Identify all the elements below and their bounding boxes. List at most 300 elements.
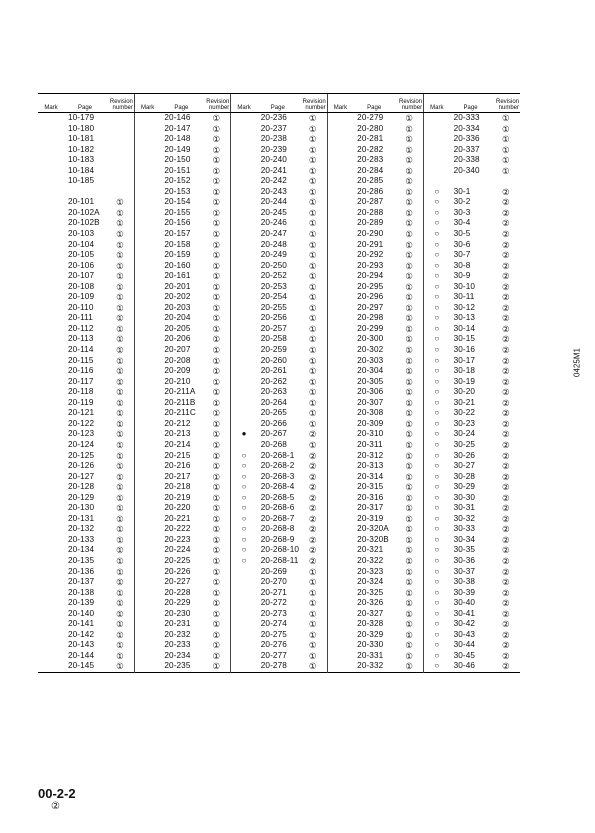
mark-cell xyxy=(38,661,64,672)
mark-cell xyxy=(38,461,64,472)
page-cell: 30-14 xyxy=(453,323,476,333)
revision-cell: ① xyxy=(116,587,124,598)
page-cell: 20-140 xyxy=(68,608,95,618)
revision-cell xyxy=(492,176,520,187)
revision-cell: ① xyxy=(405,545,413,556)
mark-cell xyxy=(327,545,353,556)
mark-cell xyxy=(327,577,353,588)
page-cell: 20-261 xyxy=(260,366,287,376)
mark-cell xyxy=(327,250,353,261)
page-cell: 20-229 xyxy=(164,598,191,608)
mark-cell xyxy=(327,261,353,272)
page-cell: 20-268 xyxy=(260,439,287,449)
revision-cell: ① xyxy=(308,165,317,176)
revision-cell: ① xyxy=(405,229,413,240)
revision-cell: ① xyxy=(116,197,124,208)
revision-cell: ② xyxy=(501,598,510,609)
page-cell: 30-19 xyxy=(453,376,476,386)
revision-cell: ① xyxy=(212,492,221,503)
page-cell: 30-24 xyxy=(453,429,476,439)
revision-cell: ① xyxy=(405,619,413,630)
revision-cell: ① xyxy=(212,144,221,155)
mark-cell: ○ xyxy=(424,556,450,567)
revision-cell: ① xyxy=(308,123,317,134)
page-cell: 20-210 xyxy=(164,376,191,386)
revision-cell: ① xyxy=(212,176,221,187)
mark-cell xyxy=(327,145,353,156)
page-cell: 20-260 xyxy=(260,355,287,365)
mark-cell: ○ xyxy=(424,345,450,356)
mark-cell xyxy=(134,387,160,398)
page-cell: 20-286 xyxy=(357,186,384,196)
table-row xyxy=(38,535,520,546)
revision-cell: ② xyxy=(501,323,510,334)
revision-cell: ② xyxy=(501,608,510,619)
page-cell: 20-234 xyxy=(164,650,191,660)
mark-cell xyxy=(134,577,160,588)
mark-cell: ○ xyxy=(424,503,450,514)
mark-cell xyxy=(134,134,160,145)
side-code: 0425M1 xyxy=(572,348,582,377)
revision-cell xyxy=(106,134,134,145)
mark-cell xyxy=(327,535,353,546)
revision-cell: ① xyxy=(116,513,124,524)
mark-cell xyxy=(38,229,64,240)
page-cell: 20-157 xyxy=(164,229,191,239)
mark-cell xyxy=(134,155,160,166)
page-cell: 20-266 xyxy=(260,418,287,428)
mark-cell xyxy=(38,387,64,398)
table-row xyxy=(38,387,520,398)
page-cell: 20-326 xyxy=(357,598,384,608)
revision-cell: ① xyxy=(405,418,413,429)
header-page: Page xyxy=(353,94,395,113)
mark-cell: ○ xyxy=(231,493,257,504)
revision-cell: ① xyxy=(116,640,124,651)
revision-cell: ① xyxy=(501,134,510,145)
revision-cell: ① xyxy=(116,439,124,450)
mark-cell xyxy=(134,229,160,240)
page-cell: 30-5 xyxy=(453,229,471,239)
revision-cell: ① xyxy=(212,577,221,588)
page-cell: 20-268-2 xyxy=(260,461,295,471)
mark-cell xyxy=(38,545,64,556)
header-revision-line2: number xyxy=(208,105,230,111)
mark-cell xyxy=(38,113,64,124)
mark-cell xyxy=(327,155,353,166)
mark-cell: ○ xyxy=(231,472,257,483)
revision-cell: ① xyxy=(116,397,124,408)
page-cell: 20-245 xyxy=(260,207,287,217)
revision-cell: ① xyxy=(405,661,413,672)
page-cell: 20-332 xyxy=(357,661,384,671)
revision-cell: ① xyxy=(308,197,317,208)
revision-cell: ① xyxy=(212,640,221,651)
revision-cell: ① xyxy=(405,587,413,598)
page-cell: 10-182 xyxy=(68,144,95,154)
page-cell: 20-211B xyxy=(164,397,196,407)
page-cell: 20-262 xyxy=(260,376,287,386)
mark-cell xyxy=(134,208,160,219)
mark-cell xyxy=(327,429,353,440)
page-cell: 20-124 xyxy=(68,439,95,449)
mark-cell xyxy=(134,334,160,345)
table-row xyxy=(38,313,520,324)
page-cell: 20-207 xyxy=(164,345,191,355)
revision-cell: ① xyxy=(405,429,413,440)
mark-cell: ○ xyxy=(424,261,450,272)
page-cell: 20-129 xyxy=(68,492,95,502)
mark-cell xyxy=(327,630,353,641)
table-row xyxy=(38,155,520,166)
revision-cell: ① xyxy=(405,176,413,187)
mark-cell xyxy=(38,408,64,419)
page-cell: 20-133 xyxy=(68,534,95,544)
page-cell: 20-316 xyxy=(357,492,384,502)
mark-cell: ○ xyxy=(424,661,450,672)
revision-cell: ① xyxy=(405,450,413,461)
table-row xyxy=(38,419,520,430)
revision-cell: ① xyxy=(212,524,221,535)
mark-cell xyxy=(134,440,160,451)
page-cell: 20-269 xyxy=(260,566,287,576)
page-cell: 20-247 xyxy=(260,229,287,239)
mark-cell xyxy=(134,514,160,525)
page-cell: 20-264 xyxy=(260,397,287,407)
page-cell: 20-237 xyxy=(260,123,287,133)
page-cell: 20-111 xyxy=(68,313,93,323)
table-row xyxy=(38,377,520,388)
mark-cell: ○ xyxy=(424,218,450,229)
page-cell: 20-268-3 xyxy=(260,471,295,481)
page-cell: 20-296 xyxy=(357,292,384,302)
revision-cell: ① xyxy=(405,503,413,514)
mark-cell xyxy=(38,482,64,493)
page-cell: 20-106 xyxy=(68,260,95,270)
mark-cell xyxy=(327,240,353,251)
mark-cell xyxy=(231,387,257,398)
revision-cell: ① xyxy=(405,165,413,176)
page-cell: 30-4 xyxy=(453,218,471,228)
page-cell: 20-110 xyxy=(68,302,94,312)
page-cell: 30-33 xyxy=(453,524,476,534)
revision-cell: ① xyxy=(405,524,413,535)
revision-cell: ① xyxy=(116,334,124,345)
page-cell: 20-294 xyxy=(357,271,384,281)
page-cell: 20-156 xyxy=(164,218,191,228)
revision-cell: ① xyxy=(405,144,413,155)
mark-cell xyxy=(134,345,160,356)
mark-cell xyxy=(38,124,64,135)
revision-cell xyxy=(106,155,134,166)
revision-cell: ① xyxy=(212,313,221,324)
mark-cell xyxy=(231,588,257,599)
page-cell: 20-331 xyxy=(357,650,384,660)
page-cell: 20-240 xyxy=(260,155,287,165)
revision-cell: ① xyxy=(116,534,124,545)
page-cell: 20-117 xyxy=(68,376,94,386)
page-cell: 20-320A xyxy=(357,524,389,534)
mark-cell: ○ xyxy=(424,609,450,620)
revision-cell: ② xyxy=(501,387,510,398)
page-cell: 20-227 xyxy=(164,577,191,587)
revision-cell: ① xyxy=(405,355,413,366)
mark-cell xyxy=(327,134,353,145)
mark-cell xyxy=(134,661,160,672)
page-cell: 20-121 xyxy=(68,408,95,418)
revision-cell: ① xyxy=(405,598,413,609)
table-row xyxy=(38,145,520,156)
page-cell: 20-125 xyxy=(68,450,95,460)
mark-cell xyxy=(231,324,257,335)
page-cell: 20-325 xyxy=(357,587,384,597)
mark-cell: ○ xyxy=(424,472,450,483)
revision-cell: ① xyxy=(308,587,317,598)
page-cell: 20-292 xyxy=(357,250,384,260)
mark-cell: ○ xyxy=(424,208,450,219)
page-cell: 20-268-4 xyxy=(260,482,295,492)
revision-cell: ① xyxy=(308,376,317,387)
mark-cell xyxy=(134,145,160,156)
page-cell: 20-338 xyxy=(453,155,480,165)
mark-cell xyxy=(231,619,257,630)
revision-cell: ① xyxy=(405,197,413,208)
revision-cell: ① xyxy=(405,113,413,123)
mark-cell xyxy=(134,567,160,578)
mark-cell xyxy=(134,271,160,282)
mark-cell: ○ xyxy=(424,598,450,609)
revision-cell: ② xyxy=(501,218,510,229)
mark-cell xyxy=(424,155,450,166)
revision-cell: ② xyxy=(501,366,510,377)
page-cell: 30-38 xyxy=(453,577,476,587)
revision-cell: ① xyxy=(405,281,413,292)
mark-cell xyxy=(327,197,353,208)
table-row xyxy=(38,229,520,240)
page-cell: 20-244 xyxy=(260,197,287,207)
revision-cell: ① xyxy=(212,334,221,345)
page-cell: 20-270 xyxy=(260,577,287,587)
revision-cell: ① xyxy=(405,482,413,493)
mark-cell xyxy=(134,261,160,272)
revision-cell: ① xyxy=(212,608,221,619)
table-row xyxy=(38,640,520,651)
table-row xyxy=(38,482,520,493)
mark-cell xyxy=(231,218,257,229)
revision-cell: ① xyxy=(212,186,221,197)
mark-cell xyxy=(134,356,160,367)
page-cell: 30-10 xyxy=(453,281,476,291)
page-cell: 20-141 xyxy=(68,619,95,629)
page-cell: 20-205 xyxy=(164,323,191,333)
revision-cell: ① xyxy=(116,323,124,334)
mark-cell xyxy=(327,345,353,356)
page-cell: 20-119 xyxy=(68,397,94,407)
page-cell: 20-209 xyxy=(164,366,191,376)
table-row xyxy=(38,451,520,462)
mark-cell xyxy=(38,440,64,451)
page-cell: 20-149 xyxy=(164,144,191,154)
page-cell: 20-277 xyxy=(260,650,287,660)
page-revision-mark: ② xyxy=(51,801,60,812)
page-cell: 20-337 xyxy=(453,144,480,154)
page-cell: 30-2 xyxy=(453,197,471,207)
mark-cell: ○ xyxy=(424,187,450,198)
page-cell: 20-246 xyxy=(260,218,287,228)
mark-cell: ○ xyxy=(424,440,450,451)
revision-cell: ① xyxy=(212,207,221,218)
page-cell: 20-252 xyxy=(260,271,287,281)
page-cell: 20-328 xyxy=(357,619,384,629)
mark-cell xyxy=(231,250,257,261)
header-revision-line2: number xyxy=(112,105,133,111)
revision-cell: ① xyxy=(405,323,413,334)
page-cell: 20-123 xyxy=(68,429,95,439)
table-row xyxy=(38,303,520,314)
revision-table xyxy=(38,93,520,673)
page-cell: 20-315 xyxy=(357,482,384,492)
mark-cell xyxy=(327,482,353,493)
mark-cell xyxy=(231,408,257,419)
mark-cell: ○ xyxy=(231,451,257,462)
header-revision-number xyxy=(492,94,520,113)
revision-cell: ① xyxy=(116,408,124,419)
revision-cell: ① xyxy=(308,323,317,334)
page-cell: 20-202 xyxy=(164,292,191,302)
mark-cell xyxy=(231,240,257,251)
revision-cell: ① xyxy=(308,598,317,609)
mark-cell xyxy=(134,451,160,462)
page-cell: 20-313 xyxy=(357,461,384,471)
page-cell: 20-144 xyxy=(68,650,95,660)
header-mark: Mark xyxy=(38,94,64,113)
revision-cell: ② xyxy=(308,461,317,472)
revision-cell: ① xyxy=(212,165,221,176)
mark-cell xyxy=(327,324,353,335)
table-row xyxy=(38,556,520,567)
revision-cell: ② xyxy=(501,545,510,556)
page-cell: 20-132 xyxy=(68,524,95,534)
page-cell: 20-302 xyxy=(357,345,384,355)
mark-cell xyxy=(134,640,160,651)
revision-cell: ① xyxy=(212,461,221,472)
revision-cell: ① xyxy=(212,302,221,313)
mark-cell xyxy=(38,429,64,440)
page-cell: 30-25 xyxy=(453,439,476,449)
revision-cell: ① xyxy=(116,503,124,514)
revision-cell xyxy=(106,124,134,135)
page-cell: 20-101 xyxy=(68,197,95,207)
page-cell: 20-152 xyxy=(164,176,191,186)
header-page: Page xyxy=(450,94,492,113)
revision-cell: ① xyxy=(308,408,317,419)
revision-cell: ① xyxy=(116,218,124,229)
page-cell: 20-221 xyxy=(164,513,191,523)
page-cell: 20-324 xyxy=(357,577,384,587)
mark-cell xyxy=(327,334,353,345)
mark-cell xyxy=(231,145,257,156)
mark-cell: ○ xyxy=(424,651,450,662)
page-cell: 20-250 xyxy=(260,260,287,270)
mark-cell xyxy=(231,440,257,451)
mark-cell xyxy=(38,324,64,335)
page-cell: 20-135 xyxy=(68,555,95,565)
table-body xyxy=(38,113,520,673)
page-cell: 20-148 xyxy=(164,134,191,144)
mark-cell xyxy=(38,640,64,651)
page-cell: 20-334 xyxy=(453,123,480,133)
mark-cell: ○ xyxy=(424,398,450,409)
mark-cell xyxy=(134,472,160,483)
mark-cell xyxy=(327,408,353,419)
page-cell: 20-285 xyxy=(357,176,384,186)
mark-cell xyxy=(38,334,64,345)
page-cell: 20-287 xyxy=(357,197,384,207)
revision-cell: ① xyxy=(212,598,221,609)
revision-cell xyxy=(106,113,134,124)
mark-cell xyxy=(38,261,64,272)
table-header xyxy=(38,94,520,113)
page-cell: 20-222 xyxy=(164,524,191,534)
page-cell: 20-284 xyxy=(357,165,384,175)
revision-cell: ① xyxy=(308,229,317,240)
mark-cell xyxy=(327,567,353,578)
page-cell: 20-220 xyxy=(164,503,191,513)
revision-cell: ② xyxy=(501,450,510,461)
revision-cell: ① xyxy=(116,471,124,482)
mark-cell: ○ xyxy=(424,292,450,303)
revision-cell: ② xyxy=(501,334,510,345)
page-cell: 30-8 xyxy=(453,260,471,270)
mark-cell: ○ xyxy=(424,630,450,641)
revision-cell: ① xyxy=(116,492,124,503)
mark-cell xyxy=(134,218,160,229)
page-cell: 20-276 xyxy=(260,640,287,650)
revision-cell xyxy=(106,166,134,177)
revision-cell: ① xyxy=(212,450,221,461)
mark-cell xyxy=(327,440,353,451)
revision-cell: ② xyxy=(501,461,510,472)
revision-cell: ① xyxy=(212,239,221,250)
revision-cell: ② xyxy=(308,471,317,482)
mark-cell xyxy=(327,472,353,483)
header-mark: Mark xyxy=(327,94,353,113)
page-cell: 30-1 xyxy=(453,186,471,196)
page-cell: 20-153 xyxy=(164,186,191,196)
page-cell: 30-28 xyxy=(453,471,476,481)
header-mark: Mark xyxy=(231,94,257,113)
mark-cell xyxy=(38,240,64,251)
revision-cell: ① xyxy=(212,323,221,334)
table-row xyxy=(38,472,520,483)
mark-cell xyxy=(134,419,160,430)
page-cell: 30-43 xyxy=(453,629,476,639)
mark-cell xyxy=(134,303,160,314)
table-row xyxy=(38,218,520,229)
revision-cell: ② xyxy=(501,376,510,387)
mark-cell: ○ xyxy=(231,514,257,525)
revision-cell: ① xyxy=(308,629,317,640)
revision-cell: ① xyxy=(308,439,317,450)
mark-cell xyxy=(38,598,64,609)
mark-cell xyxy=(231,377,257,388)
revision-cell: ① xyxy=(116,355,124,366)
mark-cell xyxy=(134,651,160,662)
page-cell: 20-242 xyxy=(260,176,287,186)
page-cell: 30-20 xyxy=(453,387,476,397)
mark-cell xyxy=(231,134,257,145)
table-row xyxy=(38,334,520,345)
